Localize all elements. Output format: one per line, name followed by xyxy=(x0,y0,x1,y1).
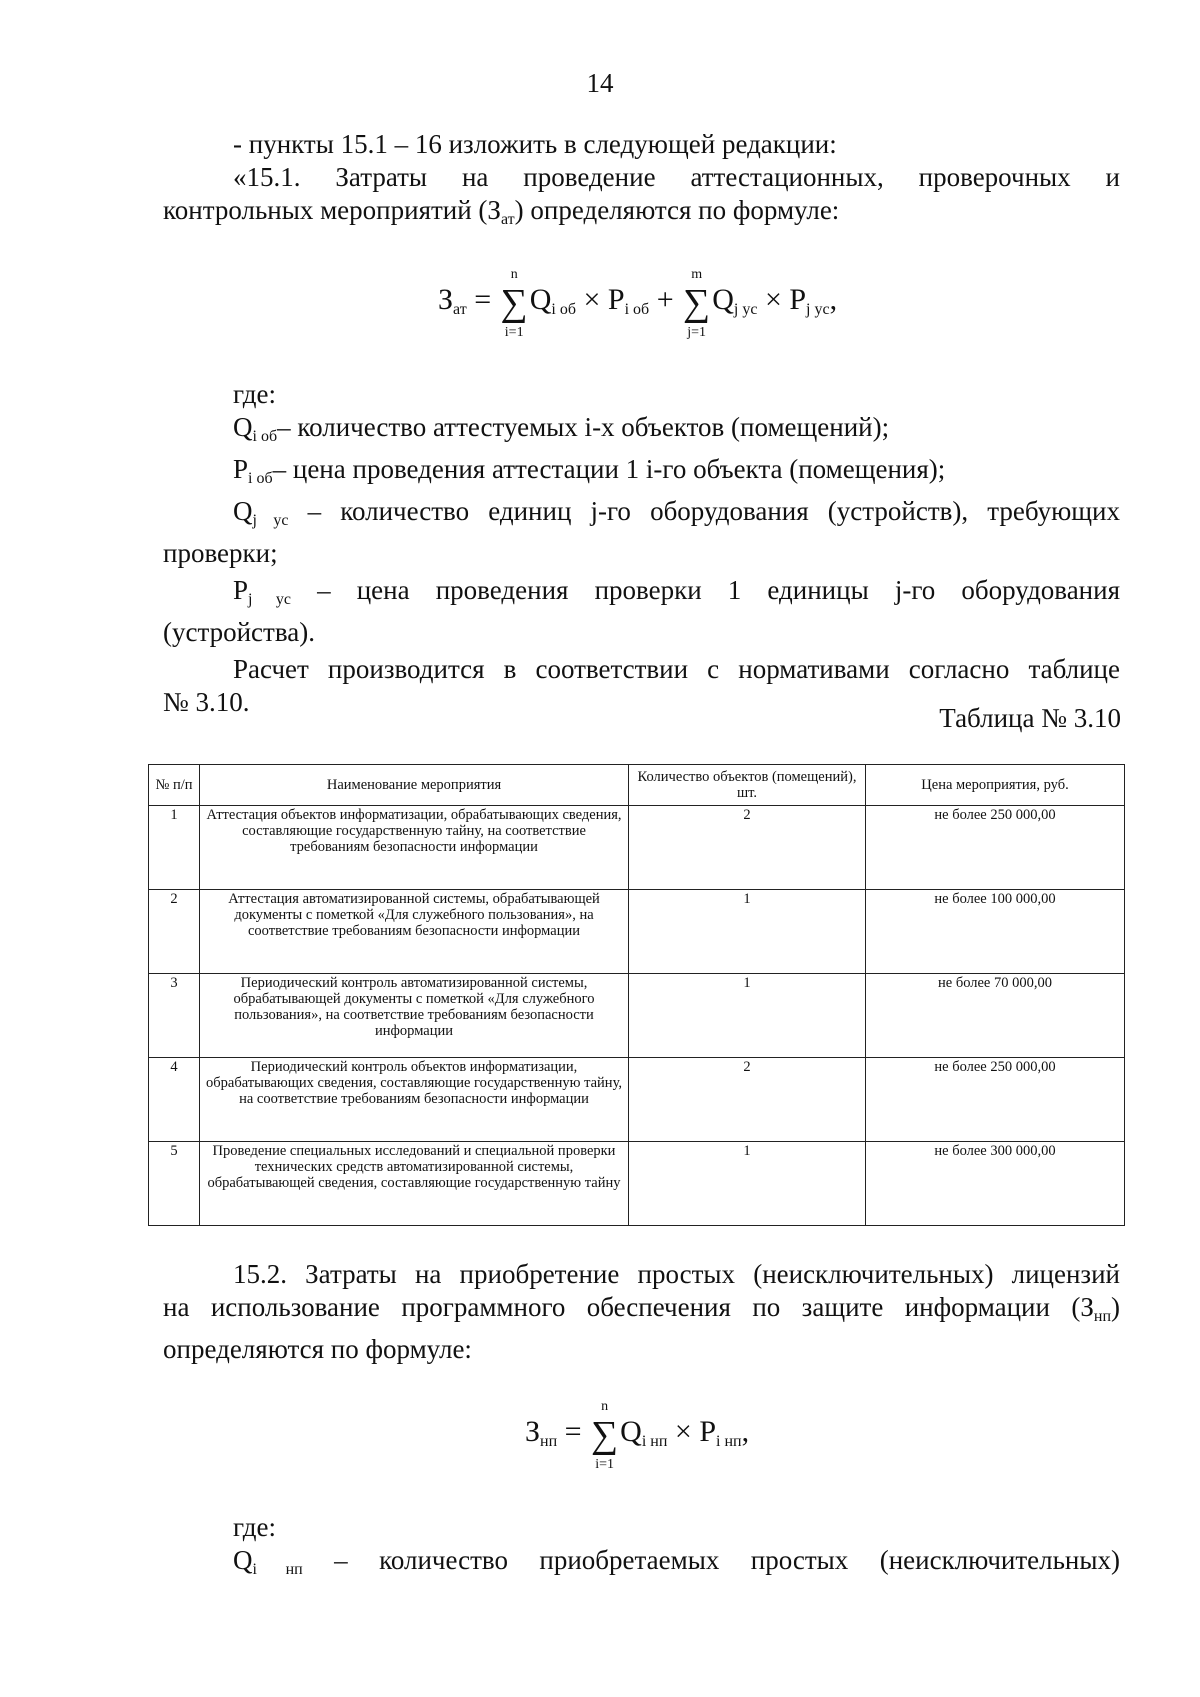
cell-name: Периодический контроль автоматизированной системы, обрабатывающей документы с пометкой «Для служебного пользования», на соответствие требованиям безопасности информации xyxy=(200,974,629,1058)
page-number: 14 xyxy=(586,68,614,98)
table-header-row xyxy=(149,765,1125,806)
col-header-number: № п/п xyxy=(149,765,200,806)
table-3-10 xyxy=(148,764,1125,1226)
cell-number: 4 xyxy=(149,1058,200,1142)
cell-name: Аттестация объектов информатизации, обрабатывающих сведения, составляющие государственную тайну, на соответствие требованиям безопасности информации xyxy=(200,806,629,890)
sum-symbol: ∑ n i=1 xyxy=(500,267,528,340)
cell-name: Периодический контроль объектов информатизации, обрабатывающих сведения, составляющие государственную тайну, на соответствие требованиям безопасности информации xyxy=(200,1058,629,1142)
intro-block xyxy=(163,128,1120,236)
definition-q-us: $Q_{j ус}$ – количество единиц j-го оборудования (устройств), требующих xyxy=(233,496,1121,529)
formula-attestation: $З_{ат}$ = ∑ n i=1 $Q_{i об} \times P_{i об}$ + ∑ m j=1 $Q_{j ус} \times P_{j ус}$, xyxy=(438,267,838,340)
cell-number: 2 xyxy=(149,890,200,974)
col-header-quantity: Количество объектов (помещений), шт. xyxy=(629,765,866,806)
definition-p-ob: $P_{i об}-$ цена проведения аттестации 1 i-го объекта (помещения); xyxy=(233,454,946,487)
cell-number: 5 xyxy=(149,1142,200,1226)
sum-symbol: ∑ n i=1 xyxy=(591,1399,619,1472)
definition-p-us-cont: (устройства). xyxy=(163,617,315,647)
paragraph-15-2-line1: 15.2. Затраты на приобретение простых (неисключительных) лицензий xyxy=(233,1259,1120,1289)
cell-number: 1 xyxy=(149,806,200,890)
paragraph-15-2-line3: определяются по формуле: xyxy=(163,1334,472,1364)
calculation-note-cont: № 3.10. xyxy=(163,687,250,717)
calculation-note: Расчет производится в соответствии с нормативами согласно таблице xyxy=(233,654,1120,684)
cell-price: не более 300 000,00 xyxy=(866,1142,1125,1226)
where-label: где: xyxy=(233,379,276,409)
cell-price: не более 100 000,00 xyxy=(866,890,1125,974)
table-caption: Таблица № 3.10 xyxy=(939,703,1121,733)
formula-licenses: $З_{нп}$ = ∑ n i=1 $Q_{i нп} \times P_{i нп}$, xyxy=(525,1399,750,1472)
definition-q-us-cont: проверки; xyxy=(163,538,278,568)
definition-q-ob: $Q_{i об}-$ количество аттестуемых i-х объектов (помещений); xyxy=(233,412,890,445)
col-header-name: Наименование мероприятия xyxy=(200,765,629,806)
paragraph-15-1-line2: контрольных мероприятий $(З_{ат})$ определяются по формуле: xyxy=(163,195,840,228)
table-row xyxy=(149,1142,1125,1226)
sum-symbol: ∑ m j=1 xyxy=(683,267,711,340)
cell-number: 3 xyxy=(149,974,200,1058)
cell-quantity: 2 xyxy=(629,806,866,890)
cell-quantity: 1 xyxy=(629,974,866,1058)
definition-p-us: $P_{j ус}$ – цена проведения проверки 1 единицы j-го оборудования xyxy=(233,575,1120,608)
cell-price: не более 70 000,00 xyxy=(866,974,1125,1058)
paragraph-15-1-line1: «15.1. Затраты на проведение аттестационных, проверочных и xyxy=(233,162,1120,192)
cell-price: не более 250 000,00 xyxy=(866,1058,1125,1142)
table-row xyxy=(149,806,1125,890)
intro-line: - пункты 15.1 – 16 изложить в следующей редакции: xyxy=(233,129,837,159)
table-row xyxy=(149,1058,1125,1142)
where-label-2: где: xyxy=(233,1512,276,1542)
paragraph-15-2-line2: на использование программного обеспечения по защите информации $(З_{нп})$ xyxy=(163,1292,1120,1325)
col-header-price: Цена мероприятия, руб. xyxy=(866,765,1125,806)
definition-q-np: $Q_{i нп}$ – количество приобретаемых простых (неисключительных) xyxy=(233,1545,1121,1578)
cell-quantity: 2 xyxy=(629,1058,866,1142)
cell-quantity: 1 xyxy=(629,890,866,974)
paragraph-15-2 xyxy=(163,1258,1120,1366)
definitions-block-2 xyxy=(163,1511,1120,1586)
cell-price: не более 250 000,00 xyxy=(866,806,1125,890)
table-row xyxy=(149,890,1125,974)
definitions-block xyxy=(163,378,1120,719)
cell-name: Аттестация автоматизированной системы, обрабатывающей документы с пометкой «Для служебного пользования», на соответствие требованиям безопасности информации xyxy=(200,890,629,974)
table-row xyxy=(149,974,1125,1058)
cell-name: Проведение специальных исследований и специальной проверки технических средств автоматизированной системы, обрабатывающей сведения, составляющие государственную тайну xyxy=(200,1142,629,1226)
cell-quantity: 1 xyxy=(629,1142,866,1226)
